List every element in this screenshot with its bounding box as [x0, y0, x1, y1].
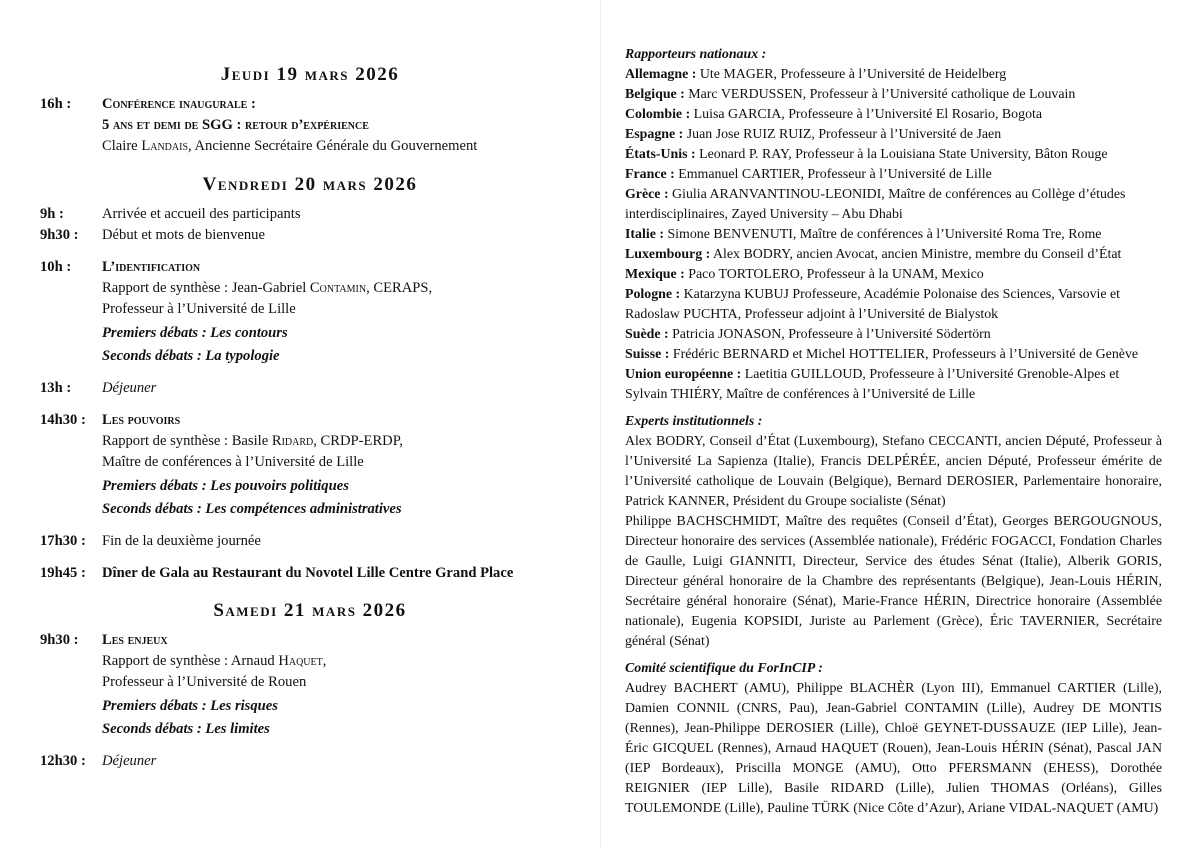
- time-label: 17h30 :: [40, 533, 86, 549]
- rapporteur-country: Colombie :: [625, 107, 691, 122]
- rapport-affiliation: Maître de conférences à l’Université de Lille: [102, 454, 364, 470]
- rapporteur-text: Juan Jose RUIZ RUIZ, Professeur à l’Université de Jaen: [683, 127, 1002, 142]
- session-9h: [40, 204, 580, 225]
- rapporteur-entry: [625, 365, 1162, 405]
- rapporteur-entry: [625, 245, 1162, 265]
- rapporteur-entry: [625, 165, 1162, 185]
- rapporteur-country: Suisse :: [625, 347, 670, 362]
- rapporteur-entry: [625, 105, 1162, 125]
- session-12h30: [40, 751, 580, 772]
- rapporteur-country: Espagne :: [625, 127, 684, 142]
- premiers-debats: Premiers débats : Les risques: [102, 698, 278, 714]
- rapport-affiliation: Professeur à l’Université de Lille: [102, 301, 296, 317]
- session-text: Début et mots de bienvenue: [102, 227, 265, 243]
- rapporteur-text: Katarzyna KUBUJ Professeure, Académie Polonaise des Sciences, Varsovie et Radoslaw PUCHTA, Professeur adjoint à l’Université de Bialystok: [625, 287, 1121, 322]
- rapport-line: Rapport de synthèse : Basile Ridard, CRDP-ERDP,: [102, 433, 403, 449]
- rapporteur-text: Luisa GARCIA, Professeure à l’Université El Rosario, Bogota: [690, 107, 1043, 122]
- rapporteur-country: Suède :: [625, 327, 669, 342]
- rapporteur-country: Belgique :: [625, 87, 685, 102]
- rapport-line: Rapport de synthèse : Arnaud Haquet,: [102, 653, 327, 669]
- rapport-affiliation: Professeur à l’Université de Rouen: [102, 674, 307, 690]
- premiers-debats: Premiers débats : Les pouvoirs politiques: [102, 478, 349, 494]
- session-subtitle: 5 ans et demi de SGG : retour d’expérience: [102, 117, 369, 133]
- rapporteur-country: Mexique :: [625, 267, 685, 282]
- experts-paragraph-1: Alex BODRY, Conseil d’État (Luxembourg), Stefano CECCANTI, ancien Député, Professeur à l’Université La Sapienza (Italie), Francis DELPÉRÉE, ancien Député, Professeur émérite de l’Université catholique de Louvain (Belgique), Bernard DEROSIER, Parlementaire honoraire, Patrick KANNER, Président du Groupe socialiste (Sénat): [625, 434, 1162, 509]
- session-10h: [40, 257, 580, 367]
- rapporteur-country: Italie :: [625, 227, 664, 242]
- rapporteur-text: Giulia ARANVANTINOU-LEONIDI, Maître de conférences au Collège d’études interdisciplinaires, Zayed University – Abu Dhabi: [625, 187, 1126, 222]
- day-heading-samedi: Samedi 21 mars 2026: [213, 600, 407, 621]
- rapporteur-country: Grèce :: [625, 187, 669, 202]
- rapporteur-text: Laetitia GUILLOUD, Professeure à l’Université Grenoble-Alpes et Sylvain THIÉRY, Maître de conférences à l’Université de Lille: [625, 367, 1120, 402]
- rapporteur-text: Paco TORTOLERO, Professeur à la UNAM, Mexico: [684, 267, 984, 282]
- experts-paragraph-2: Philippe BACHSCHMIDT, Maître des requêtes (Conseil d’État), Georges BERGOUGNOUS, Directeur honoraire des services (Assemblée nationale), Frédéric FOGACCI, Fondation Charles de Gaulle, Luigi GIANNITI, Directeur, Service des études Sénat (Italie), Alberik GORIS, Directeur général honoraire de la Chambre des représentants (Belgique), Jean-Louis HÉRIN, Secrétaire général honoraire (Sénat), Marie-France HÉRIN, Directrice honoraire (Assemblée nationale), Eugenia KOPSIDI, Juriste au Parlement (Grèce), Éric TAVERNIER, Secrétaire général (Sénat): [625, 514, 1162, 649]
- rapporteur-entry: [625, 225, 1162, 245]
- rapporteur-entry: [625, 125, 1162, 145]
- session-16h: [40, 94, 580, 157]
- experts-title: Experts institutionnels :: [625, 414, 763, 429]
- rapporteur-text: Simone BENVENUTI, Maître de conférences à l’Université Roma Tre, Rome: [663, 227, 1102, 242]
- rapporteur-country: États-Unis :: [625, 147, 696, 162]
- rapporteur-country: Luxembourg :: [625, 247, 711, 262]
- rapporteur-text: Ute MAGER, Professeure à l’Université de Heidelberg: [696, 67, 1007, 82]
- rapporteurs-list: [625, 65, 1162, 405]
- rapporteur-entry: [625, 65, 1162, 85]
- speaker-line: Claire Landais, Ancienne Secrétaire Générale du Gouvernement: [102, 138, 478, 154]
- time-label: 9h30 :: [40, 227, 79, 243]
- rapporteur-entry: [625, 285, 1162, 325]
- session-14h30: [40, 410, 580, 520]
- session-text: Déjeuner: [102, 753, 157, 769]
- time-label: 12h30 :: [40, 753, 86, 769]
- rapporteur-country: Union européenne :: [625, 367, 742, 382]
- rapport-line: Rapport de synthèse : Jean-Gabriel Contamin, CERAPS,: [102, 280, 433, 296]
- session-title: Conférence inaugurale :: [102, 96, 256, 112]
- seconds-debats: Seconds débats : Les limites: [102, 721, 270, 737]
- rapporteur-country: Pologne :: [625, 287, 681, 302]
- rapporteur-entry: [625, 185, 1162, 225]
- time-label: 9h :: [40, 206, 64, 222]
- session-title: Les pouvoirs: [102, 412, 181, 428]
- session-9h30: [40, 225, 580, 246]
- time-label: 16h :: [40, 96, 72, 112]
- comite-title: Comité scientifique du ForInCIP :: [625, 661, 823, 676]
- rapporteur-entry: [625, 85, 1162, 105]
- session-13h: [40, 378, 580, 399]
- seconds-debats: Seconds débats : Les compétences administratives: [102, 501, 402, 517]
- time-label: 14h30 :: [40, 412, 86, 428]
- rapporteur-text: Marc VERDUSSEN, Professeur à l’Université catholique de Louvain: [684, 87, 1076, 102]
- day-heading-vendredi: Vendredi 20 mars 2026: [202, 174, 418, 195]
- rapporteur-entry: [625, 265, 1162, 285]
- session-title: Les enjeux: [102, 632, 168, 648]
- rapporteur-text: Emmanuel CARTIER, Professeur à l’Université de Lille: [674, 167, 992, 182]
- time-label: 19h45 :: [40, 565, 86, 581]
- time-label: 13h :: [40, 380, 72, 396]
- page-fold-divider: [600, 0, 601, 848]
- rapporteur-text: Leonard P. RAY, Professeur à la Louisiana State University, Bâton Rouge: [695, 147, 1108, 162]
- rapporteur-country: France :: [625, 167, 675, 182]
- session-title: L’identification: [102, 259, 201, 275]
- day-heading-jeudi: Jeudi 19 mars 2026: [220, 64, 400, 85]
- rapporteur-text: Alex BODRY, ancien Avocat, ancien Ministre, membre du Conseil d’État: [710, 247, 1122, 262]
- session-sam-9h30: [40, 630, 580, 740]
- time-label: 9h30 :: [40, 632, 79, 648]
- time-label: 10h :: [40, 259, 72, 275]
- session-text: Dîner de Gala au Restaurant du Novotel Lille Centre Grand Place: [102, 565, 514, 581]
- seconds-debats: Seconds débats : La typologie: [102, 348, 280, 364]
- premiers-debats: Premiers débats : Les contours: [102, 325, 288, 341]
- rapporteur-text: Patricia JONASON, Professeure à l’Université Södertörn: [668, 327, 991, 342]
- rapporteur-entry: [625, 325, 1162, 345]
- session-19h45: [40, 563, 580, 584]
- rapporteur-entry: [625, 345, 1162, 365]
- schedule-column: [40, 62, 580, 772]
- rapporteur-text: Frédéric BERNARD et Michel HOTTELIER, Professeurs à l’Université de Genève: [669, 347, 1139, 362]
- participants-column: [625, 45, 1162, 819]
- rapporteur-country: Allemagne :: [625, 67, 697, 82]
- session-text: Déjeuner: [102, 380, 157, 396]
- rapporteurs-title: Rapporteurs nationaux :: [625, 47, 767, 62]
- session-text: Arrivée et accueil des participants: [102, 206, 301, 222]
- session-text: Fin de la deuxième journée: [102, 533, 261, 549]
- rapporteur-entry: [625, 145, 1162, 165]
- comite-paragraph: Audrey BACHERT (AMU), Philippe BLACHÈR (Lyon III), Emmanuel CARTIER (Lille), Damien CONNIL (CNRS, Pau), Jean-Gabriel CONTAMIN (Lille), Audrey DE MONTIS (Rennes), Jean-Philippe DEROSIER (Lille), Chloë GEYNET-DUSSAUZE (IEP Lille), Jean-Éric GICQUEL (Rennes), Arnaud HAQUET (Rouen), Jean-Louis HÉRIN (Sénat), Pascal JAN (IEP Bordeaux), Priscilla MONGE (AMU), Otto PFERSMANN (EHESS), Dorothée REIGNIER (IEP Lille), Basile RIDARD (Lille), Julien THOMAS (Orléans), Gilles TOULEMONDE (Lille), Pauline TÜRK (Nice Côte d’Azur), Ariane VIDAL-NAQUET (AMU): [625, 681, 1162, 816]
- session-17h30: [40, 531, 580, 552]
